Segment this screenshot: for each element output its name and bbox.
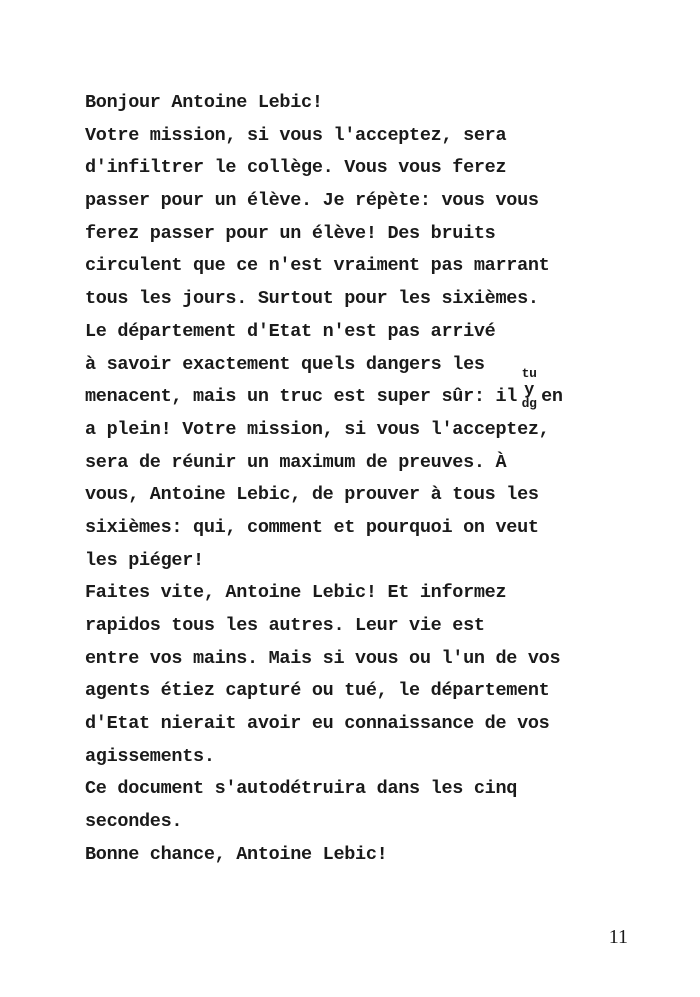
text-line: vous, Antoine Lebic, de prouver à tous les [85,484,539,506]
letter-text [85,87,665,872]
text-line: Le département d'Etat n'est pas arrivé [85,320,496,342]
page-number: 11 [608,926,628,948]
text-line: d'infiltrer le collège. Vous vous ferez [85,157,507,179]
stacked-letters-middle: y [524,381,535,401]
text-segment: en [541,386,563,408]
text-line: sixièmes: qui, comment et pourquoi on veut [85,516,539,538]
text-line: ferez passer pour un élève! Des bruits [85,222,496,244]
text-line: secondes. [85,811,183,833]
text-segment: menacent, mais un truc est super sûr: il [85,386,518,408]
text-line: passer pour un élève. Je répète: vous vous [85,190,539,212]
text-line: Faites vite, Antoine Lebic! Et informez [85,582,507,604]
text-line: rapidos tous les autres. Leur vie est [85,615,485,636]
text-line: agissements. [85,745,215,767]
text-line: Ce document s'autodétruira dans les cinq [85,778,518,800]
text-line: Bonjour Antoine Lebic! [85,92,323,113]
text-line: tous les jours. Surtout pour les sixièmes. [85,288,539,310]
text-line: Bonne chance, Antoine Lebic! [85,843,388,865]
text-line: entre vos mains. Mais si vous ou l'un de vos [85,647,561,669]
stacked-letters-bottom: dg [521,396,537,412]
text-line: à savoir exactement quels dangers les [85,353,485,375]
text-line: circulent que ce n'est vraiment pas marrant [85,255,550,277]
stacked-letters-top: tu [521,366,537,382]
text-line: les piéger! [85,549,204,571]
text-line: a plein! Votre mission, si vous l'acceptez, [85,418,550,440]
text-line: d'Etat nierait avoir eu connaissance de vos [85,713,550,735]
stacked-letters [518,366,540,412]
text-line: agents étiez capturé ou tué, le département [85,680,550,702]
text-line: sera de réunir un maximum de preuves. À [85,451,507,473]
text-line-with-stacked-letters [85,366,665,414]
text-line: Votre mission, si vous l'acceptez, sera [85,124,507,146]
